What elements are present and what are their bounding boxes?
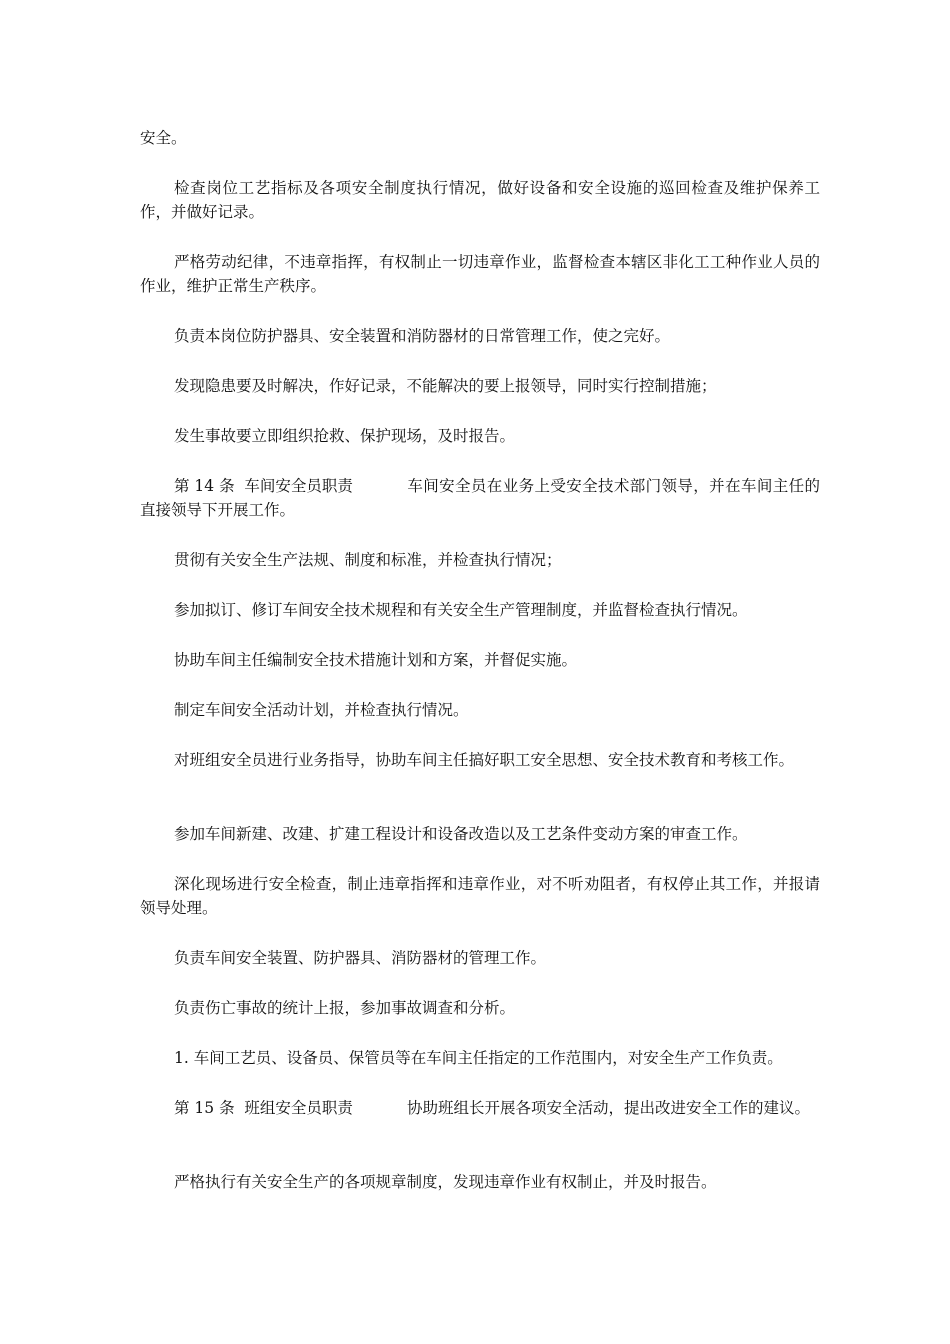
paragraph: 贯彻有关安全生产法规、制度和标准，并检查执行情况； <box>174 551 562 569</box>
paragraph: 严格劳动纪律，不违章指挥，有权制止一切违章作业，监督检查本辖区非化工工种作业人员的作业，维护正常生产秩序。 <box>140 253 820 295</box>
paragraph: 参加车间新建、改建、扩建工程设计和设备改造以及工艺条件变动方案的审查工作。 <box>174 825 748 843</box>
paragraph: 对班组安全员进行业务指导，协助车间主任搞好职工安全思想、安全技术教育和考核工作。 <box>174 751 795 769</box>
paragraph: 检查岗位工艺指标及各项安全制度执行情况，做好设备和安全设施的巡回检查及维护保养工作，并做好记录。 <box>140 179 820 221</box>
article-14-heading: 第 14 条 车间安全员职责 <box>174 477 353 495</box>
paragraph: 发现隐患要及时解决，作好记录，不能解决的要上报领导，同时实行控制措施； <box>174 377 717 395</box>
paragraph-continuation: 安全。 <box>140 129 187 147</box>
paragraph: 制定车间安全活动计划，并检查执行情况。 <box>174 701 469 719</box>
paragraph: 负责车间安全装置、防护器具、消防器材的管理工作。 <box>174 949 547 967</box>
article-15-paragraph <box>140 1096 820 1120</box>
paragraph: 负责伤亡事故的统计上报，参加事故调查和分析。 <box>174 999 516 1017</box>
paragraph: 发生事故要立即组织抢救、保护现场，及时报告。 <box>174 427 516 445</box>
article-15-text: 协助班组长开展各项安全活动，提出改进安全工作的建议。 <box>407 1099 811 1117</box>
article-14-text: 车间安全员在业务上受安全技术部门领导，并在车间主任的直接领导下开展工作。 <box>140 477 820 519</box>
paragraph: 负责本岗位防护器具、安全装置和消防器材的日常管理工作，使之完好。 <box>174 327 671 345</box>
paragraph: 严格执行有关安全生产的各项规章制度，发现违章作业有权制止，并及时报告。 <box>174 1173 717 1191</box>
numbered-paragraph: 1. 车间工艺员、设备员、保管员等在车间主任指定的工作范围内，对安全生产工作负责。 <box>174 1049 783 1067</box>
paragraph: 协助车间主任编制安全技术措施计划和方案，并督促实施。 <box>174 651 578 669</box>
article-14-paragraph <box>140 474 820 522</box>
paragraph: 深化现场进行安全检查，制止违章指挥和违章作业，对不听劝阻者，有权停止其工作，并报请领导处理。 <box>140 875 820 917</box>
paragraph: 参加拟订、修订车间安全技术规程和有关安全生产管理制度，并监督检查执行情况。 <box>174 601 748 619</box>
article-15-heading: 第 15 条 班组安全员职责 <box>174 1099 353 1117</box>
